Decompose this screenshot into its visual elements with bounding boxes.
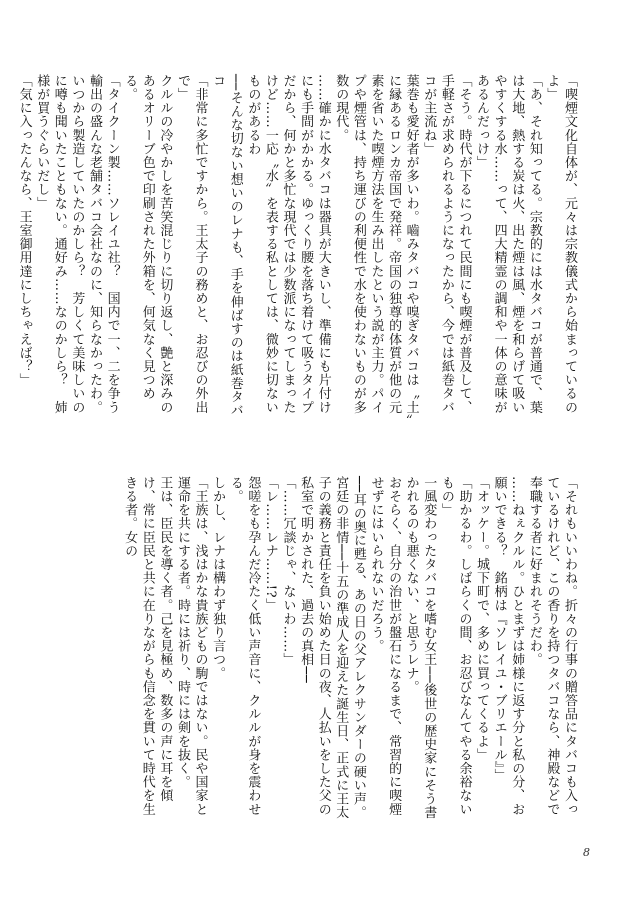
paragraph: 「非常に多忙ですから。王太子の務めと、お忍びの外出で」: [174, 74, 208, 414]
paragraph: クルルの冷やかしを苦笑混じりに切り返し、艶と深みのあるオリーブ色で印刷された外箱を、何気なく見つめる。: [122, 74, 173, 414]
paragraph: しかし、レナは構わず独り言つ。: [210, 476, 226, 680]
lower-text-block: [88, 476, 578, 828]
page-number: 8: [583, 846, 590, 859]
paragraph: 「タイクーン製……ソレイユ社？ 国内で一、二を争う輸出の盛んな老舗タバコ会社なのに、知らなかったわ。いつから製造していたのかしら？ 芳しくて美味しいのに噂も聞いたこともない。通好み……なのかしら？ 姉様が買うぐらいだし」: [34, 74, 120, 414]
paragraph: 宮廷の非情──十五の準成人を迎えた誕生日、正式に王太子の義務と責任を負い始めた日の夜、人払いをした父の私室で明かされた、過去の真相──: [298, 476, 349, 820]
paragraph: 王は、臣民を導く者。己を見極め、数多の声に耳を傾け、常に臣民と共に在りながらも信念を貫いて時代を生きる者。女の: [122, 476, 173, 816]
paragraph: 「あ、それ知ってる。宗教的には水タバコが普通で、葉は大地、熱する炭は火、出た煙は風、煙を和らげて吸いやすくする水……って、四大精霊の調和や一体の意味があるんだっけ」: [474, 74, 542, 414]
paragraph: ──耳の奥に甦る、あの日の父アレクサンダーの硬い声。: [350, 476, 366, 820]
paragraph: 「それもいいわね。折々の行事の贈答品にタバコも入っているけれど、この香りを持つタバコなら、神殿などで奉職する者に好まれそうだわ。: [526, 476, 577, 816]
paragraph: 「そう。時代が下るにつれて民間にも喫煙が普及して、手軽さが求められるようになったから、今では紙巻タバコが主流ね」: [421, 74, 472, 414]
paragraph: 「助かるわ。しばらくの間、お忍びなんてやる余裕ないもの」: [438, 476, 472, 816]
paragraph: ……ねぇクルル。ひとまずは姉様に返す分と私の分、お願いできる？ 銘柄は『ソレイユ・ブリエール』」: [491, 476, 525, 816]
paragraph: 「気に入ったんなら、王室御用達にしちゃえば？」: [16, 74, 32, 387]
paragraph: おそらく、自分の治世が盤石になるまで、常習的に喫煙せずにはいられないだろう。: [368, 476, 402, 816]
upper-text-block: [16, 74, 578, 426]
paragraph: 「……冗談じゃ、ないわ……」: [280, 476, 296, 667]
paragraph: ……確かに水タバコは器具が大きいし、準備にも片付けにも手間がかかる。ゆっくり腰を落ち着けて吸うタイプだから、何かと多忙な現代では少数派になってしまったけど……一応〝水〟を表する私としては、微妙に切ないものがあるわ: [245, 74, 331, 414]
paragraph: ──そんな切ない想いのレナも、手を伸ばすのは紙巻タバコ: [210, 74, 243, 418]
paragraph: 「喫煙文化自体が、元々は宗教儀式から始まっているのよ」: [544, 74, 577, 414]
paragraph: 「王族は、浅はかな貴族どもの駒ではない。民や国家と運命を共にする者。時には祈り、時には剣を抜く。: [174, 476, 208, 816]
paragraph: 「レ……レナ……!?」: [262, 476, 278, 612]
paragraph: 葉巻も愛好者が多いわ。嚙みタバコや嗅ぎタバコは〝土〟に縁あるロンカ帝国で発祥。帝国の独尊的体質が他の元素を省いた喫煙方法を生み出したという説が主力。パイプや煙管は、持ち運びの利便性で水を使わないものが多数の現代。: [333, 74, 419, 422]
paragraph: 一風変わったタバコを嗜む女王──後世の歴史家にそう書かれるのも悪くない、と思うレナ。: [403, 476, 437, 820]
paragraph: 「オッケー。城下町で、多めに買ってくるよ」: [474, 476, 490, 762]
paragraph: 怨嗟をも孕んだ冷たく低い声音に、クルルが身を震わせる。: [227, 476, 261, 816]
